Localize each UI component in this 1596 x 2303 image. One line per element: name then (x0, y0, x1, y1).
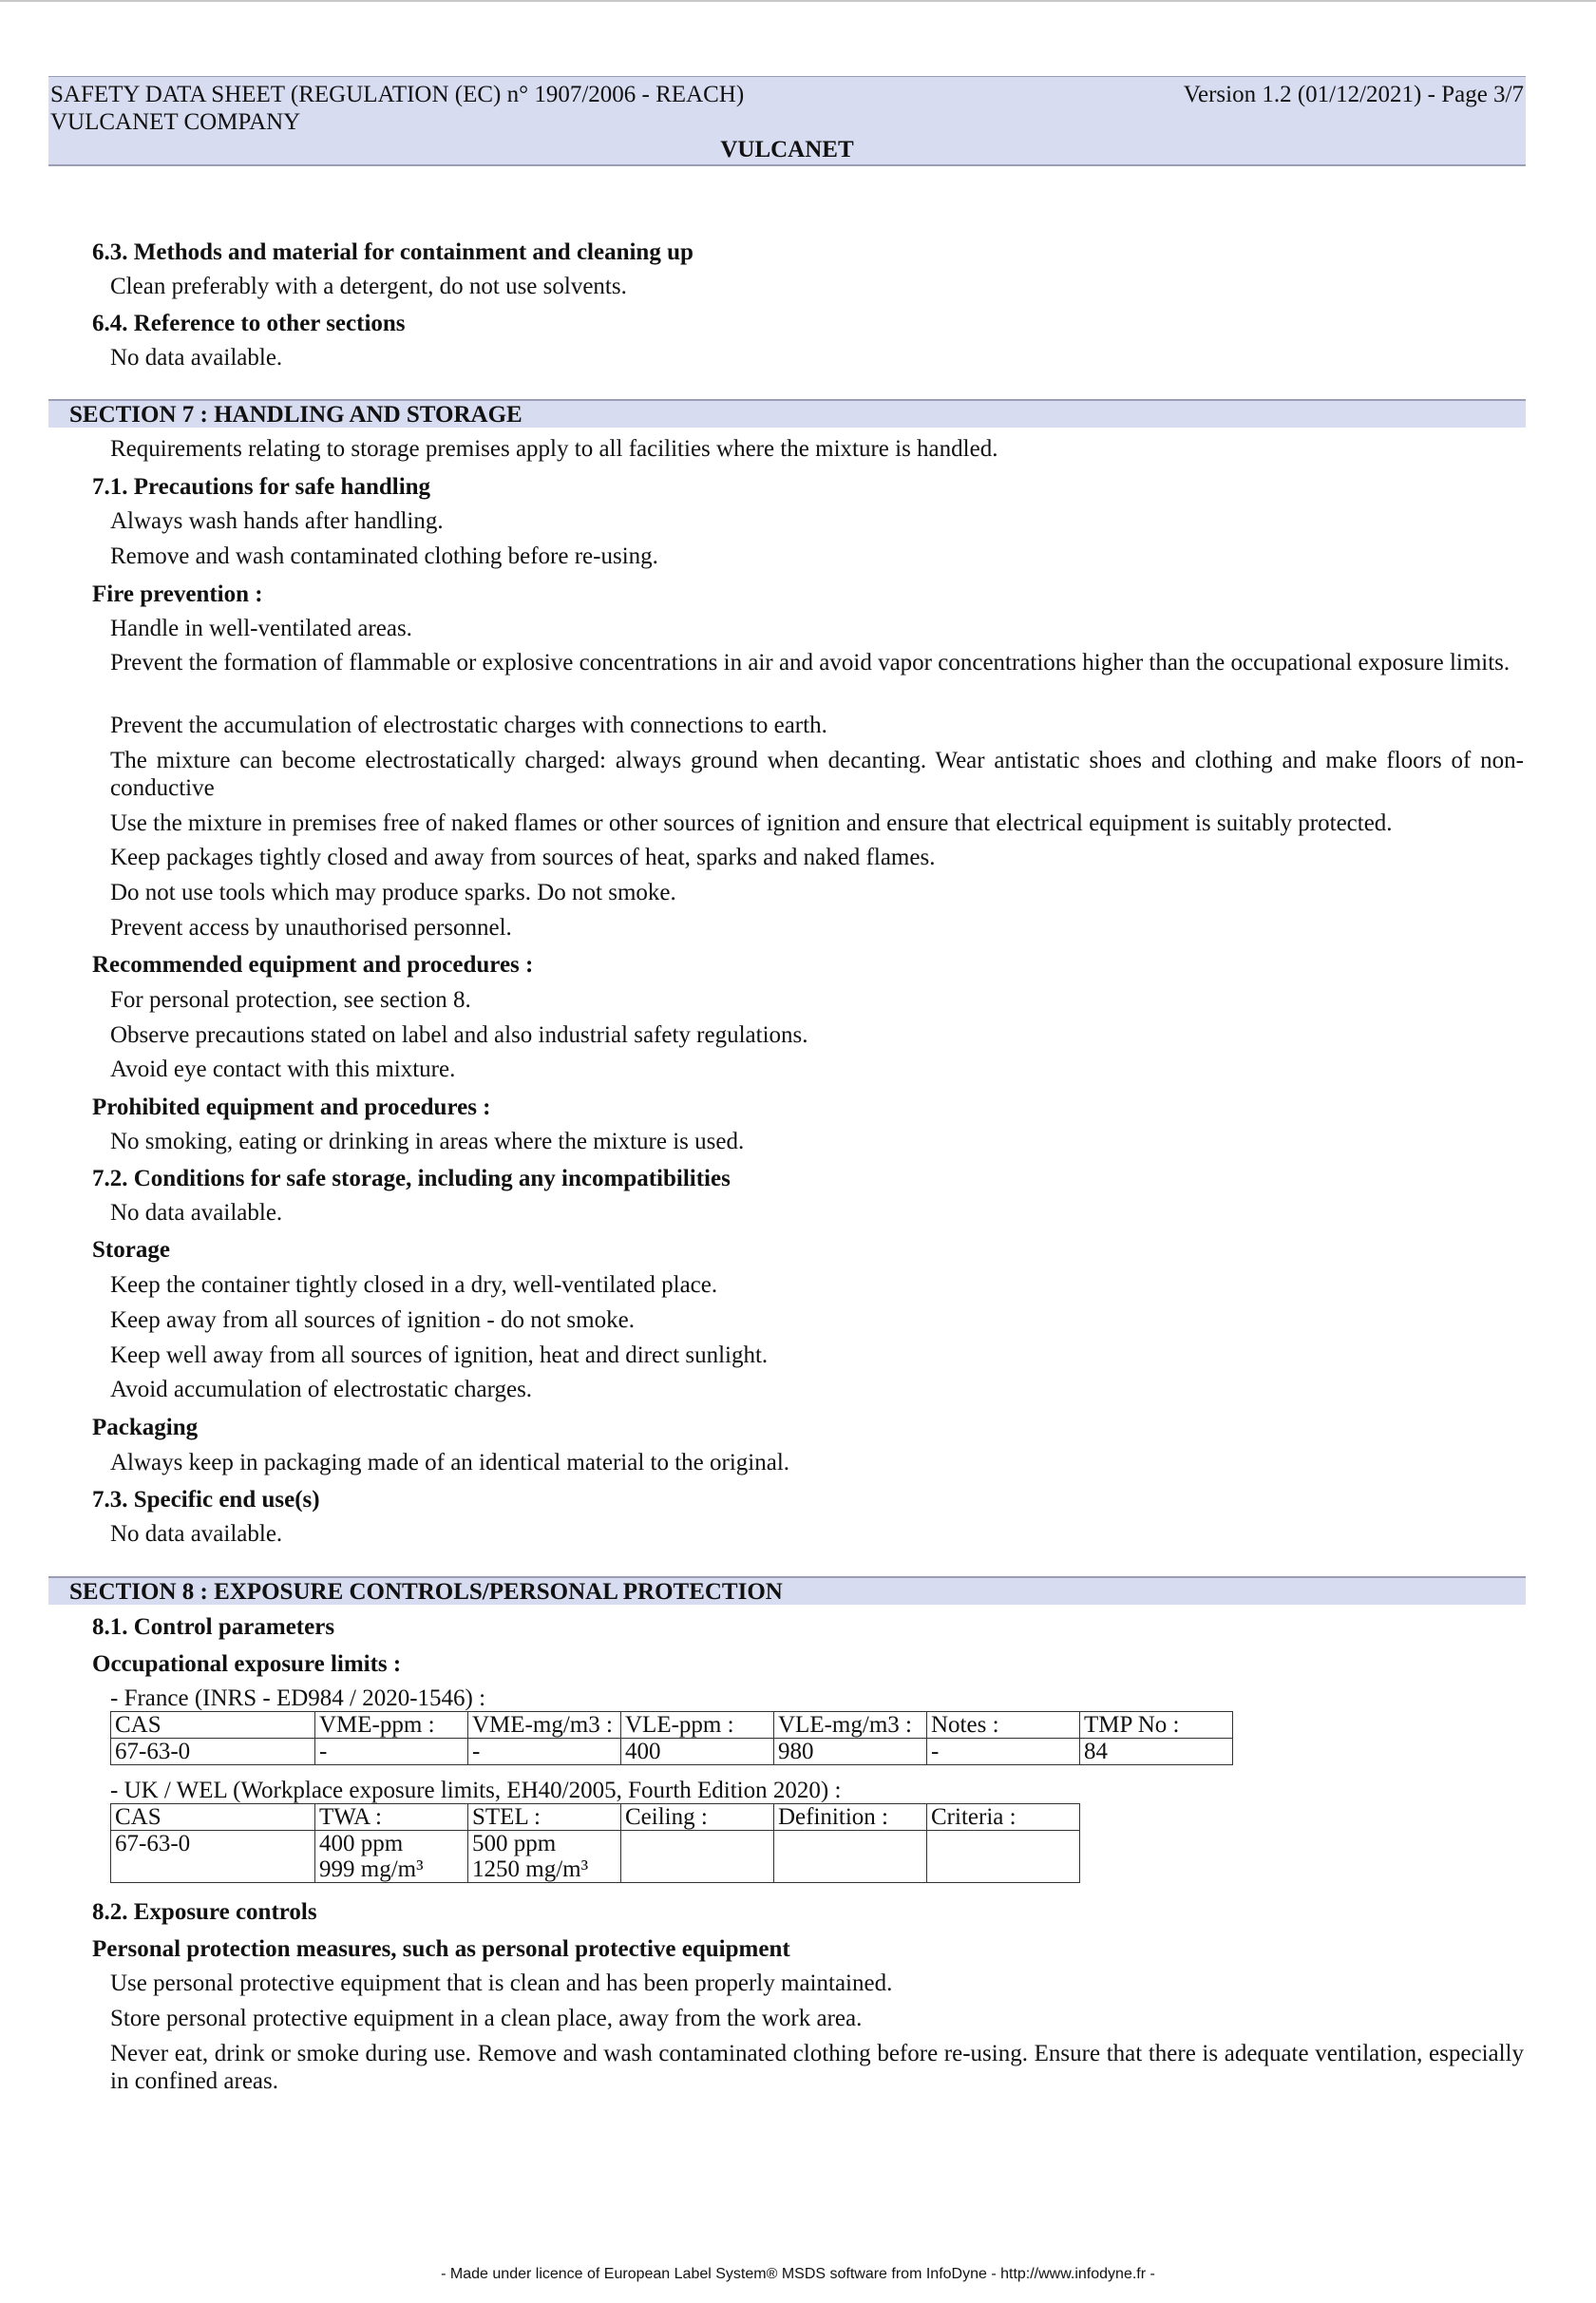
list-item: Prevent the formation of flammable or explosive concentrations in air and avoid vapor concentrations higher than the occupational exposure limits. (110, 650, 1510, 676)
table-cell: - (468, 1739, 621, 1765)
header-version: Version 1.2 (01/12/2021) - Page 3/7 (1183, 82, 1524, 107)
list-item: Use personal protective equipment that is clean and has been properly maintained. (110, 1970, 893, 1996)
heading-storage: Storage (92, 1237, 170, 1263)
table-header-cell: Notes : (927, 1712, 1080, 1739)
table-cell (468, 1831, 621, 1883)
text-7-3: No data available. (110, 1521, 283, 1547)
list-item: Keep well away from all sources of ignition, heat and direct sunlight. (110, 1342, 769, 1368)
heading-7-2: 7.2. Conditions for safe storage, including any incompatibilities (92, 1166, 731, 1191)
table-cell (927, 1831, 1080, 1883)
table-header-cell: Definition : (774, 1804, 927, 1831)
table-cell (621, 1831, 774, 1883)
twa-ppm: 400 ppm (319, 1831, 404, 1856)
table-header-cell: TWA : (315, 1804, 468, 1831)
page-header (48, 76, 1526, 166)
stel-ppm: 500 ppm (472, 1831, 557, 1856)
list-item: Always wash hands after handling. (110, 508, 444, 534)
stel-mg: 1250 mg/m³ (472, 1856, 589, 1882)
table-header-cell: Ceiling : (621, 1804, 774, 1831)
table-cell (774, 1831, 927, 1883)
table-cell: - (315, 1739, 468, 1765)
table-row (111, 1739, 1233, 1765)
table-cell: 400 (621, 1739, 774, 1765)
heading-6-4: 6.4. Reference to other sections (92, 311, 406, 336)
list-item: Keep packages tightly closed and away from sources of heat, sparks and naked flames. (110, 845, 936, 870)
table-cell: 84 (1080, 1739, 1233, 1765)
table-cell: 67-63-0 (111, 1831, 315, 1883)
uk-caption: - UK / WEL (Workplace exposure limits, EH40/2005, Fourth Edition 2020) : (110, 1778, 842, 1803)
table-header-cell: CAS (111, 1804, 315, 1831)
table-cell: 67-63-0 (111, 1739, 315, 1765)
list-item: Always keep in packaging made of an identical material to the original. (110, 1450, 790, 1475)
page-footer: - Made under licence of European Label System® MSDS software from InfoDyne - http://www.infodyne.fr - (441, 2266, 1155, 2282)
list-item: Do not use tools which may produce sparks. Do not smoke. (110, 880, 676, 905)
list-item: Handle in well-ventilated areas. (110, 616, 412, 641)
text-7-2: No data available. (110, 1200, 283, 1226)
table-header-cell: CAS (111, 1712, 315, 1739)
table-header-cell: VLE-mg/m3 : (774, 1712, 927, 1739)
heading-fire-prevention: Fire prevention : (92, 581, 263, 607)
list-item: Keep the container tightly closed in a dry, well-ventilated place. (110, 1272, 718, 1298)
table-row (111, 1831, 1080, 1883)
list-item: Prevent the accumulation of electrostatic charges with connections to earth. (110, 713, 827, 738)
heading-prohibited: Prohibited equipment and procedures : (92, 1094, 491, 1120)
list-item: Observe precautions stated on label and also industrial safety regulations. (110, 1022, 808, 1048)
text-6-4: No data available. (110, 345, 283, 371)
table-header-row (111, 1804, 1080, 1831)
header-company: VULCANET COMPANY (50, 109, 301, 135)
heading-packaging: Packaging (92, 1415, 199, 1440)
list-item: The mixture can become electrostatically charged: always ground when decanting. Wear antistatic shoes and clothing and make floors of non-conductive (110, 748, 1524, 801)
list-item: No smoking, eating or drinking in areas where the mixture is used. (110, 1129, 745, 1154)
heading-8-2: 8.2. Exposure controls (92, 1899, 317, 1925)
france-caption: - France (INRS - ED984 / 2020-1546) : (110, 1685, 486, 1711)
table-header-cell: TMP No : (1080, 1712, 1233, 1739)
france-oel-table (110, 1711, 1233, 1765)
list-item: Avoid eye contact with this mixture. (110, 1056, 456, 1082)
table-cell: - (927, 1739, 1080, 1765)
list-item: Use the mixture in premises free of naked flames or other sources of ignition and ensure that electrical equipment is suitably protected. (110, 810, 1393, 836)
text-6-3: Clean preferably with a detergent, do not use solvents. (110, 274, 627, 299)
table-header-cell: VLE-ppm : (621, 1712, 774, 1739)
table-header-cell: Criteria : (927, 1804, 1080, 1831)
section-8-heading: SECTION 8 : EXPOSURE CONTROLS/PERSONAL PROTECTION (48, 1576, 1526, 1605)
list-item: Keep away from all sources of ignition - do not smoke. (110, 1307, 635, 1333)
table-cell: 980 (774, 1739, 927, 1765)
list-item: Remove and wash contaminated clothing before re-using. (110, 543, 658, 569)
section-7-heading: SECTION 7 : HANDLING AND STORAGE (48, 399, 1526, 428)
table-header-cell: VME-ppm : (315, 1712, 468, 1739)
header-title: SAFETY DATA SHEET (REGULATION (EC) n° 1907/2006 - REACH) (50, 82, 745, 107)
table-header-cell: VME-mg/m3 : (468, 1712, 621, 1739)
list-item: Prevent access by unauthorised personnel. (110, 915, 512, 941)
list-item: For personal protection, see section 8. (110, 987, 471, 1013)
top-border (0, 0, 1596, 2)
twa-mg: 999 mg/m³ (319, 1856, 424, 1882)
heading-ppe: Personal protection measures, such as personal protective equipment (92, 1936, 790, 1962)
heading-6-3: 6.3. Methods and material for containment and cleaning up (92, 239, 694, 265)
heading-7-3: 7.3. Specific end use(s) (92, 1487, 320, 1513)
table-header-cell: STEL : (468, 1804, 621, 1831)
list-item: Never eat, drink or smoke during use. Remove and wash contaminated clothing before re-using. Ensure that there is adequate ventilation, especially in confined areas. (110, 2041, 1524, 2094)
heading-7-1: 7.1. Precautions for safe handling (92, 474, 431, 500)
list-item: Avoid accumulation of electrostatic charges. (110, 1377, 533, 1402)
heading-oel: Occupational exposure limits : (92, 1651, 402, 1677)
header-product: VULCANET (720, 137, 854, 162)
table-cell (315, 1831, 468, 1883)
list-item: Store personal protective equipment in a clean place, away from the work area. (110, 2006, 863, 2031)
heading-8-1: 8.1. Control parameters (92, 1614, 335, 1640)
uk-oel-table (110, 1803, 1080, 1883)
table-header-row (111, 1712, 1233, 1739)
section-7-intro: Requirements relating to storage premises apply to all facilities where the mixture is handled. (110, 436, 998, 462)
heading-recommended: Recommended equipment and procedures : (92, 952, 534, 978)
